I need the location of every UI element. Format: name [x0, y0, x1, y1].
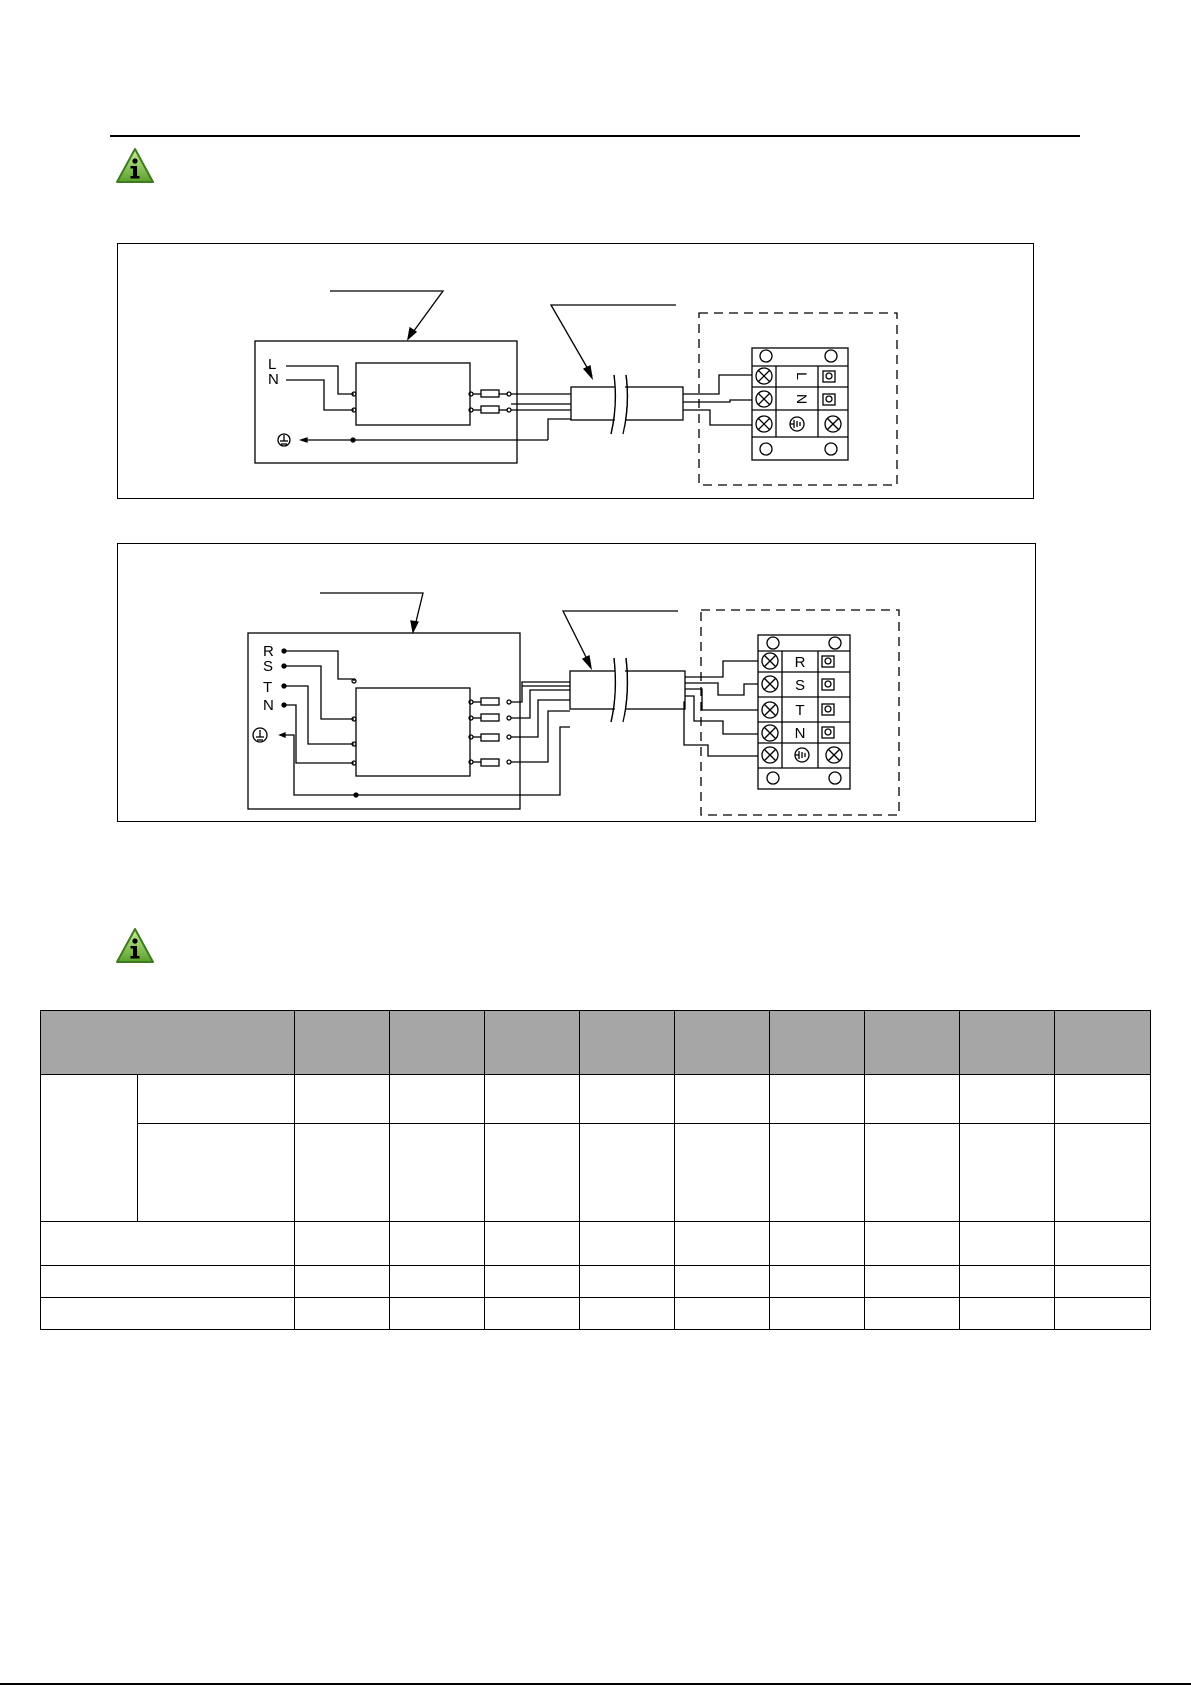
three-phase-wiring-diagram	[117, 543, 1036, 822]
supply-terminal-S: S	[263, 658, 274, 675]
table-header-row	[41, 1011, 1151, 1075]
supply-terminal-T: T	[263, 679, 273, 696]
table-cell	[41, 1075, 138, 1222]
table-cell	[138, 1124, 295, 1222]
supply-terminal-L: L	[268, 356, 277, 373]
unit-terminal-S: S	[794, 677, 806, 694]
info-icon	[115, 927, 155, 965]
single-phase-wiring-diagram	[117, 243, 1034, 499]
supply-terminal-N: N	[268, 371, 279, 388]
table-row	[41, 1298, 1151, 1330]
table-row	[41, 1266, 1151, 1298]
specification-table	[40, 1010, 1151, 1330]
table-header-cell	[865, 1011, 960, 1075]
table-cell	[138, 1075, 295, 1124]
table-row	[41, 1222, 1151, 1266]
unit-terminal-N: N	[794, 393, 810, 405]
table-header-cell	[390, 1011, 485, 1075]
table-header-cell	[41, 1011, 295, 1075]
table-row	[41, 1124, 1151, 1222]
table-header-cell	[580, 1011, 675, 1075]
unit-terminal-T: T	[795, 702, 805, 719]
top-rule	[110, 135, 1080, 137]
table-row	[41, 1075, 1151, 1124]
unit-terminal-R: R	[794, 654, 806, 671]
table-cell	[41, 1266, 295, 1298]
supply-terminal-R: R	[263, 643, 274, 660]
table-header-cell	[295, 1011, 390, 1075]
table-header-cell	[770, 1011, 865, 1075]
table-header-cell	[960, 1011, 1055, 1075]
table-header-cell	[485, 1011, 580, 1075]
table-cell	[41, 1298, 295, 1330]
unit-terminal-N: N	[794, 725, 806, 742]
table-cell	[41, 1222, 295, 1266]
info-icon	[115, 147, 155, 185]
table-header-cell	[675, 1011, 770, 1075]
table-header-cell	[1055, 1011, 1151, 1075]
unit-terminal-L: L	[794, 372, 810, 380]
supply-terminal-N: N	[263, 697, 274, 714]
